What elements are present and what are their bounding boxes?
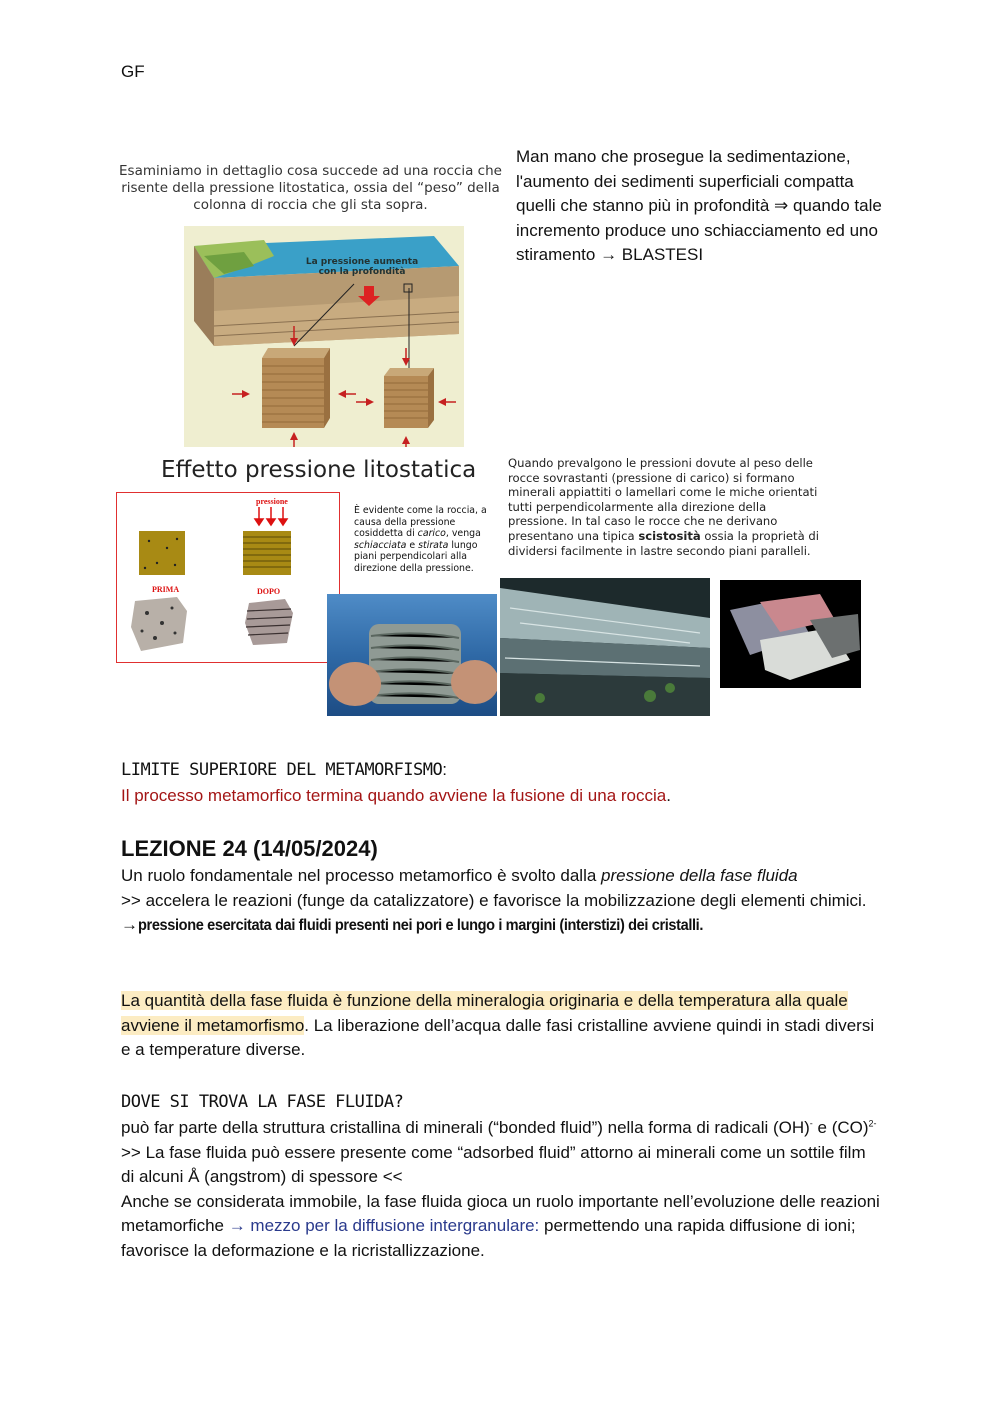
lithostatic-pressure-figure xyxy=(184,226,464,447)
limite-heading: LIMITE SUPERIORE DEL METAMORFISMO: xyxy=(121,760,447,780)
header-initials: GF xyxy=(121,62,145,81)
figure-caption: Esaminiamo in dettaglio cosa succede ad una roccia che risente della pressione litostatica, ossia del “peso” della colonna di roccia che gli sta sopra. xyxy=(119,163,502,213)
fluid-phase-paragraph: può far parte della struttura cristallina di minerali (“bonded fluid”) nella forma di radicali (OH)- e (CO)$^{2-}$ >> La fase fluida può essere presente come “adsorbed fluid” attorno ai minerali come un sottile film di alcuni Å (angstrom) di spessore << Anche se considerata immobile, la fase fluida gioca un ruolo importante nell’evoluzione delle reazioni metamorfiche → mezzo per la diffusione intergranulare: permettendo una rapida diffusione di ioni; favorisce la deformazione e la ricristallizzazione. xyxy=(121,1118,880,1260)
before-after-box xyxy=(116,492,340,663)
rock-in-hands-photo xyxy=(327,594,497,716)
dove-heading: DOVE SI TROVA LA FASE FLUIDA? xyxy=(121,1092,404,1112)
before-after-illustration xyxy=(117,493,339,662)
limite-text: Il processo metamorfico termina quando avviene la fusione di una roccia. xyxy=(121,786,671,805)
scistosita-paragraph: Quando prevalgono le pressioni dovute al peso delle rocce sovrastanti (pressione di carico) si formano minerali appiattiti o lamellari come le miche orientati tutti perpendicolarmente alla direzione della pressione. In tal caso le rocce che ne derivano presentano una tipica scistosità ossia la proprietà di dividersi facilmente in lastre secondo piani paralleli. xyxy=(508,456,819,558)
prima-label: PRIMA xyxy=(152,585,180,594)
lesson-paragraph-2: La quantità della fase fluida è funzione della mineralogia originaria e della temperatura alla quale avviene il metamorfismo. La liberazione dell’acqua dalle fasi cristalline avviene quindi in stadi diversi e a temperature diverse. xyxy=(121,991,875,1059)
schist-outcrop-photo xyxy=(500,578,710,716)
lesson-title: LEZIONE 24 (14/05/2024) xyxy=(121,836,378,861)
pressione-label: pressione xyxy=(256,497,288,506)
effect-title: Effetto pressione litostatica xyxy=(161,457,477,483)
depth-pressure-label: La pressione aumenta con la profondità xyxy=(305,257,419,277)
dopo-label: DOPO xyxy=(257,587,281,596)
lesson-paragraph-1: Un ruolo fondamentale nel processo metamorfico è svolto dalla pressione della fase fluida >> accelera le reazioni (funge da catalizzatore) e favorisce la mobilizzazione degli elementi chimici. →pressione esercitata dai fluidi presenti nei pori e lungo i margini (interstizi) dei cristalli. xyxy=(121,866,867,934)
slate-slabs-photo xyxy=(720,580,861,688)
compression-explanation: È evidente come la roccia, a causa della pressione cosiddetta di carico, venga schiacciata e stirata lungo piani perpendicolari alla direzione della pressione. xyxy=(354,505,487,574)
sedimentation-paragraph: Man mano che prosegue la sedimentazione, l'aumento dei sedimenti superficiali compatta quelli che stanno più in profondità ⇒ quando tale incremento produce uno schiacciamento ed uno stiramento → BLASTESI xyxy=(516,147,882,264)
